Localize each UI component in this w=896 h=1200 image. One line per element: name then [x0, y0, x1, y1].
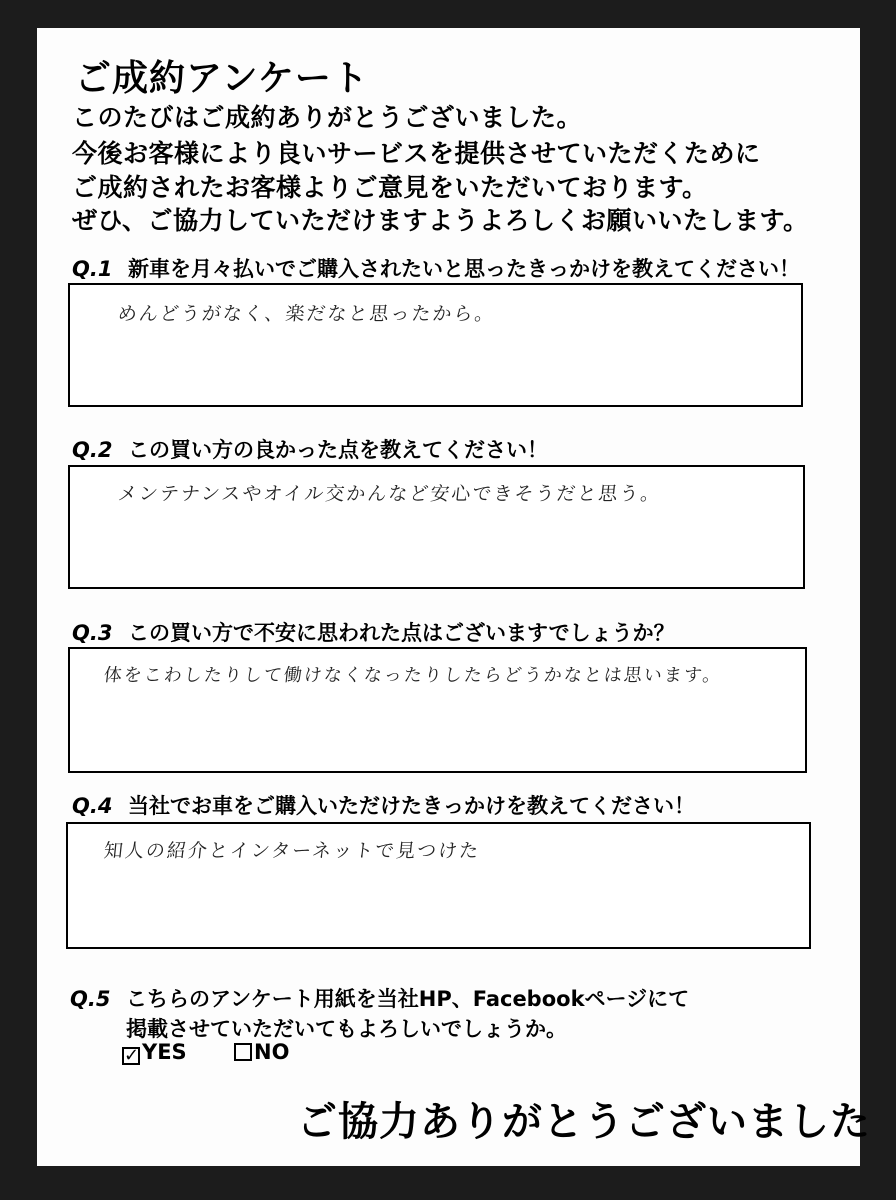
question-number: Q.2: [72, 438, 113, 462]
intro-line-2: 今後お客様により良いサービスを提供させていただくために: [72, 139, 761, 168]
answer-text: 体をこわしたりして働けなくなったりしたらどうかなとは思います。: [102, 665, 724, 686]
no-checkbox[interactable]: [234, 1043, 252, 1061]
answer-text: メンテナンスやオイル交かんなど安心できそうだと思う。: [116, 483, 663, 505]
question-number: Q.4: [72, 794, 113, 818]
question-text: この買い方の良かった点を教えてください！: [128, 438, 548, 462]
answer-box-1[interactable]: [68, 283, 803, 407]
question-text: 新車を月々払いでご購入されたいと思ったきっかけを教えてください！: [128, 257, 800, 281]
question-5: [70, 983, 689, 1013]
question-1: [72, 253, 800, 283]
intro-line-1: このたびはご成約ありがとうございました。: [72, 103, 583, 132]
option-yes[interactable]: [122, 1040, 187, 1065]
question-text-line-1: こちらのアンケート用紙を当社HP、Facebookページにて: [126, 987, 690, 1011]
option-no[interactable]: [234, 1040, 289, 1064]
question-text: 当社でお車をご購入いただけたきっかけを教えてください！: [128, 794, 695, 818]
answer-text: 知人の紹介とインターネットで見つけた: [102, 840, 482, 862]
yes-label: YES: [142, 1040, 187, 1064]
question-number: Q.5: [70, 987, 111, 1011]
question-4: [72, 790, 695, 820]
intro-line-3: ご成約されたお客様よりご意見をいただいております。: [72, 173, 708, 202]
answer-box-2[interactable]: [68, 465, 805, 589]
answer-text: めんどうがなく、楽だなと思ったから。: [116, 303, 497, 325]
question-3: [72, 617, 675, 647]
no-label: NO: [254, 1040, 290, 1064]
question-number: Q.1: [72, 257, 113, 281]
intro-line-4: ぜひ、ご協力していただけますようよろしくお願いいたします。: [72, 206, 809, 235]
question-text: この買い方で不安に思われた点はございますでしょうか？: [128, 621, 675, 645]
question-5-line-2: 掲載させていただいてもよろしいでしょうか。: [126, 1017, 567, 1041]
page-title: ご成約アンケート: [75, 58, 369, 99]
question-2: [72, 434, 548, 464]
closing-message: ご協力ありがとうございました: [297, 1099, 871, 1145]
checkmark-icon: ✓: [124, 1045, 140, 1066]
question-number: Q.3: [72, 621, 113, 645]
answer-box-4[interactable]: [66, 822, 811, 949]
answer-box-3[interactable]: [68, 647, 807, 773]
yes-checkbox[interactable]: [122, 1047, 140, 1065]
